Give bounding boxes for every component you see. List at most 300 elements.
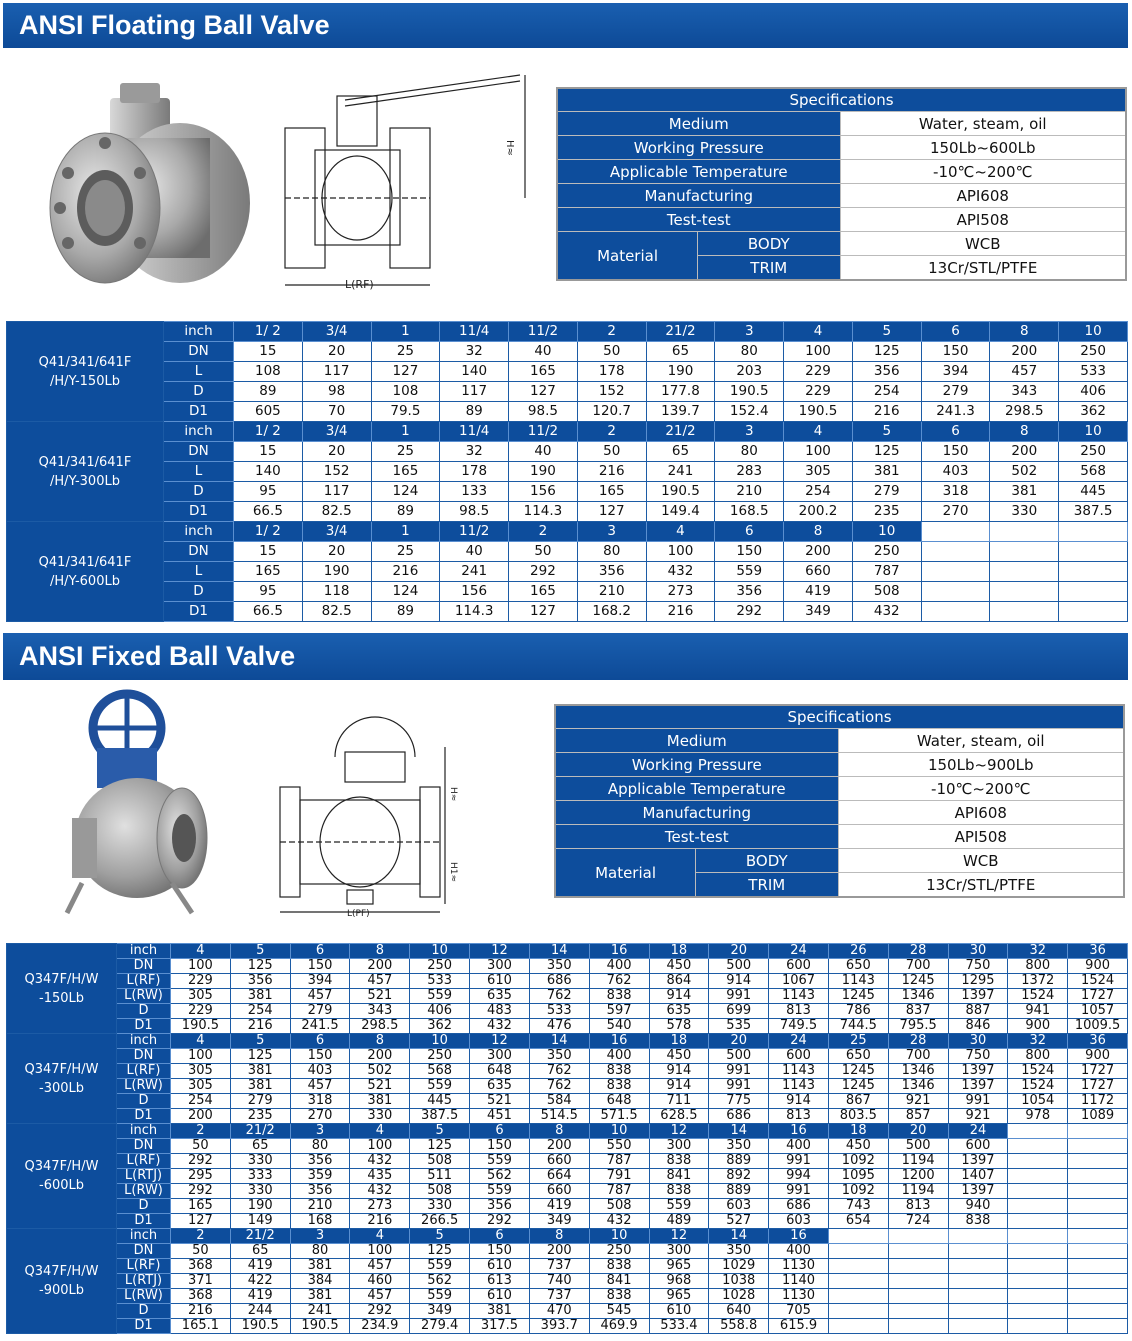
table-cell: 610	[649, 1304, 709, 1319]
row-label: L(RTJ)	[117, 1169, 171, 1184]
table-cell: 210	[290, 1199, 350, 1214]
table-cell: 900	[1068, 1049, 1128, 1064]
spec-value: WCB	[840, 232, 1126, 256]
table-cell: 190	[230, 1199, 290, 1214]
table-cell	[1008, 1229, 1068, 1244]
table-cell: 156	[440, 582, 509, 602]
table-cell: 15	[234, 542, 303, 562]
table-cell: 640	[709, 1304, 769, 1319]
table-cell	[948, 1319, 1008, 1334]
table-cell	[888, 1229, 948, 1244]
table-row	[7, 482, 1128, 502]
table-cell: 30	[948, 1034, 1008, 1049]
spec-value: API608	[838, 801, 1124, 825]
table-cell: 2	[577, 322, 646, 342]
table-cell: 98.5	[509, 402, 578, 422]
table-cell: 803.5	[828, 1109, 888, 1124]
table-cell	[990, 562, 1059, 582]
table-cell: 483	[470, 1004, 530, 1019]
table-row	[7, 1319, 1128, 1334]
table-cell: 12	[649, 1229, 709, 1244]
floating-valve-photo	[40, 78, 260, 290]
table-cell: 165	[171, 1199, 231, 1214]
spec-label: BODY	[698, 232, 840, 256]
table-cell	[1008, 1289, 1068, 1304]
table-cell: 457	[990, 362, 1059, 382]
table-row	[7, 322, 1128, 342]
table-cell: 940	[948, 1199, 1008, 1214]
table-cell: 234.9	[350, 1319, 410, 1334]
table-cell	[1059, 562, 1128, 582]
row-label: L	[164, 462, 234, 482]
table-cell	[1008, 1319, 1068, 1334]
table-cell: 432	[470, 1019, 530, 1034]
table-cell	[1068, 1304, 1128, 1319]
table-cell: 241	[290, 1304, 350, 1319]
table-cell: 558.8	[709, 1319, 769, 1334]
table-cell: 6	[470, 1229, 530, 1244]
table-cell: 216	[171, 1304, 231, 1319]
table-cell: 152.4	[715, 402, 784, 422]
table-cell: 100	[784, 342, 853, 362]
table-cell	[1068, 1139, 1128, 1154]
table-cell: 8	[350, 1034, 410, 1049]
table-cell: 650	[828, 959, 888, 974]
table-cell: 350	[709, 1244, 769, 1259]
table-cell: 650	[828, 1049, 888, 1064]
table-cell: 362	[1059, 402, 1128, 422]
table-cell: 600	[769, 1049, 829, 1064]
table-cell: 432	[646, 562, 715, 582]
table-cell: 914	[649, 989, 709, 1004]
table-cell: 559	[410, 1289, 470, 1304]
spec-table-floating	[556, 87, 1127, 281]
table-cell: 559	[715, 562, 784, 582]
table-cell: 921	[948, 1109, 1008, 1124]
table-cell: 400	[769, 1244, 829, 1259]
table-cell: 241.5	[290, 1019, 350, 1034]
table-row	[7, 1229, 1128, 1244]
table-cell: 1172	[1068, 1094, 1128, 1109]
table-cell: 686	[709, 1109, 769, 1124]
row-label: D	[117, 1094, 171, 1109]
table-cell: 300	[470, 959, 530, 974]
spec-value: -10℃~200℃	[840, 160, 1126, 184]
table-cell: 1727	[1068, 1079, 1128, 1094]
table-cell: 1524	[1008, 1079, 1068, 1094]
table-cell: 40	[440, 542, 509, 562]
table-cell: 120.7	[577, 402, 646, 422]
table-cell: 250	[589, 1244, 649, 1259]
table-cell: 21/2	[230, 1229, 290, 1244]
table-cell: 568	[1059, 462, 1128, 482]
table-cell: 470	[529, 1304, 589, 1319]
table-cell: 6	[290, 1034, 350, 1049]
table-cell: 1397	[948, 1064, 1008, 1079]
table-cell: 654	[828, 1214, 888, 1229]
row-label: L	[164, 362, 234, 382]
table-cell	[1068, 1319, 1128, 1334]
table-cell: 1245	[828, 1079, 888, 1094]
table-cell: 125	[410, 1244, 470, 1259]
row-label: DN	[164, 442, 234, 462]
spec-label: BODY	[696, 849, 838, 873]
table-cell: 4	[646, 522, 715, 542]
table-cell: 356	[290, 1154, 350, 1169]
table-cell: 3/4	[302, 522, 371, 542]
table-cell: 3	[290, 1229, 350, 1244]
table-cell: 362	[410, 1019, 470, 1034]
table-cell: 1029	[709, 1259, 769, 1274]
table-cell: 613	[470, 1274, 530, 1289]
table-cell: 117	[440, 382, 509, 402]
table-cell: 521	[350, 989, 410, 1004]
table-cell: 356	[470, 1199, 530, 1214]
table-cell: 508	[589, 1199, 649, 1214]
table-cell: 10	[852, 522, 921, 542]
table-cell: 190.5	[646, 482, 715, 502]
table-cell: 603	[769, 1214, 829, 1229]
table-cell: 1028	[709, 1289, 769, 1304]
table-cell: 8	[529, 1124, 589, 1139]
table-cell: 838	[589, 1079, 649, 1094]
table-cell: 4	[784, 322, 853, 342]
table-cell	[828, 1244, 888, 1259]
table-cell: 400	[589, 959, 649, 974]
table-row	[7, 1184, 1128, 1199]
table-cell	[1068, 1289, 1128, 1304]
table-cell: 1727	[1068, 1064, 1128, 1079]
table-cell: 10	[1059, 322, 1128, 342]
table-cell: 216	[852, 402, 921, 422]
table-cell: 150	[470, 1244, 530, 1259]
table-cell: 50	[171, 1139, 231, 1154]
spec-label: Applicable Temperature	[557, 160, 840, 184]
table-cell	[1068, 1169, 1128, 1184]
table-cell: 10	[589, 1229, 649, 1244]
table-cell: 368	[171, 1259, 231, 1274]
table-row	[7, 522, 1128, 542]
table-cell: 502	[990, 462, 1059, 482]
table-cell: 432	[589, 1214, 649, 1229]
table-cell: 559	[649, 1199, 709, 1214]
drawing-length-label: L(PF)	[347, 909, 370, 919]
table-cell: 406	[410, 1004, 470, 1019]
table-cell: 791	[589, 1169, 649, 1184]
table-cell: 50	[577, 442, 646, 462]
table-cell: 100	[350, 1139, 410, 1154]
table-cell: 5	[852, 422, 921, 442]
table-cell: 200.2	[784, 502, 853, 522]
table-cell: 813	[769, 1004, 829, 1019]
table-cell: 89	[234, 382, 303, 402]
table-cell: 508	[852, 582, 921, 602]
table-cell: 28	[888, 944, 948, 959]
table-cell: 24	[769, 1034, 829, 1049]
table-cell: 178	[577, 362, 646, 382]
table-cell: 190	[509, 462, 578, 482]
table-cell: 1/ 2	[234, 522, 303, 542]
table-row	[7, 542, 1128, 562]
table-cell: 100	[646, 542, 715, 562]
table-cell	[1008, 1154, 1068, 1169]
table-cell: 445	[1059, 482, 1128, 502]
table-cell: 540	[589, 1019, 649, 1034]
table-cell: 25	[371, 542, 440, 562]
table-cell: 200	[990, 442, 1059, 462]
spec-label: Test-test	[555, 825, 838, 849]
table-cell: 150	[715, 542, 784, 562]
table-cell	[1068, 1199, 1128, 1214]
table-row	[7, 362, 1128, 382]
table-row	[7, 1034, 1128, 1049]
table-cell: 740	[529, 1274, 589, 1289]
table-cell: 914	[649, 1079, 709, 1094]
table-row	[7, 1259, 1128, 1274]
dimension-table-floating	[6, 321, 1128, 622]
table-cell: 343	[350, 1004, 410, 1019]
table-cell: 359	[290, 1169, 350, 1184]
table-cell: 241.3	[921, 402, 990, 422]
table-cell: 200	[350, 1049, 410, 1064]
floating-valve-drawing	[275, 70, 535, 295]
table-cell: 762	[529, 989, 589, 1004]
table-cell: 559	[410, 1079, 470, 1094]
row-label: L(RW)	[117, 1184, 171, 1199]
table-row	[7, 944, 1128, 959]
table-row	[7, 402, 1128, 422]
table-cell: 292	[470, 1214, 530, 1229]
table-cell: 900	[1068, 959, 1128, 974]
table-cell: 381	[290, 1259, 350, 1274]
table-row	[7, 382, 1128, 402]
row-label: inch	[117, 1124, 171, 1139]
row-label: inch	[164, 422, 234, 442]
table-cell	[1008, 1274, 1068, 1289]
table-cell: 21/2	[646, 322, 715, 342]
table-row	[7, 1004, 1128, 1019]
table-cell: 787	[852, 562, 921, 582]
table-cell: 4	[784, 422, 853, 442]
table-cell: 4	[171, 1034, 231, 1049]
table-cell: 298.5	[350, 1019, 410, 1034]
table-cell: 535	[709, 1019, 769, 1034]
table-cell: 127	[577, 502, 646, 522]
table-cell: 991	[769, 1154, 829, 1169]
table-cell: 800	[1008, 1049, 1068, 1064]
table-cell	[1008, 1304, 1068, 1319]
table-cell: 400	[769, 1139, 829, 1154]
table-cell: 203	[715, 362, 784, 382]
table-cell: 150	[921, 442, 990, 462]
table-cell: 210	[577, 582, 646, 602]
table-cell: 139.7	[646, 402, 715, 422]
table-cell: 394	[921, 362, 990, 382]
table-cell: 65	[646, 342, 715, 362]
row-label: inch	[164, 322, 234, 342]
table-cell: 50	[577, 342, 646, 362]
table-cell: 10	[410, 1034, 470, 1049]
table-cell: 1372	[1008, 974, 1068, 989]
table-cell: 2	[509, 522, 578, 542]
table-cell: 762	[529, 1079, 589, 1094]
table-cell: 165	[371, 462, 440, 482]
table-cell: 80	[577, 542, 646, 562]
table-cell	[888, 1244, 948, 1259]
table-cell	[921, 582, 990, 602]
section-title: ANSI Fixed Ball Valve	[19, 641, 296, 671]
table-cell	[828, 1289, 888, 1304]
table-cell: 469.9	[589, 1319, 649, 1334]
table-cell	[948, 1259, 1008, 1274]
group-label: Q347F/H/W -150Lb	[7, 944, 117, 1034]
table-cell: 254	[171, 1094, 231, 1109]
table-cell	[1008, 1244, 1068, 1259]
table-cell: 705	[769, 1304, 829, 1319]
table-cell: 350	[529, 959, 589, 974]
table-cell	[990, 602, 1059, 622]
table-cell: 775	[709, 1094, 769, 1109]
table-cell: 21/2	[230, 1124, 290, 1139]
table-cell: 562	[470, 1169, 530, 1184]
table-row	[7, 1244, 1128, 1259]
table-cell: 1038	[709, 1274, 769, 1289]
table-cell: 1524	[1008, 989, 1068, 1004]
table-cell: 279.4	[410, 1319, 470, 1334]
table-cell: 502	[350, 1064, 410, 1079]
table-cell: 838	[589, 989, 649, 1004]
row-label: D1	[117, 1319, 171, 1334]
table-cell: 118	[302, 582, 371, 602]
table-cell	[1059, 542, 1128, 562]
table-cell: 568	[410, 1064, 470, 1079]
table-cell: 648	[589, 1094, 649, 1109]
table-cell: 686	[529, 974, 589, 989]
table-cell: 686	[769, 1199, 829, 1214]
table-cell	[828, 1229, 888, 1244]
table-cell: 229	[171, 1004, 231, 1019]
table-cell	[948, 1229, 1008, 1244]
table-cell: 508	[410, 1184, 470, 1199]
table-cell: 750	[948, 1049, 1008, 1064]
table-cell: 533.4	[649, 1319, 709, 1334]
table-row	[7, 1169, 1128, 1184]
table-cell: 1	[371, 522, 440, 542]
table-cell	[1068, 1259, 1128, 1274]
row-label: L(RF)	[117, 1259, 171, 1274]
table-cell: 500	[888, 1139, 948, 1154]
table-cell: 16	[589, 1034, 649, 1049]
table-cell: 8	[990, 322, 1059, 342]
table-cell: 432	[350, 1154, 410, 1169]
table-cell: 664	[529, 1169, 589, 1184]
table-cell	[1008, 1169, 1068, 1184]
table-cell: 283	[715, 462, 784, 482]
table-cell: 40	[509, 442, 578, 462]
table-cell: 381	[230, 1064, 290, 1079]
table-cell: 559	[410, 989, 470, 1004]
table-cell: 1143	[769, 989, 829, 1004]
table-cell: 292	[509, 562, 578, 582]
table-cell: 605	[234, 402, 303, 422]
table-cell: 838	[948, 1214, 1008, 1229]
table-cell: 200	[990, 342, 1059, 362]
table-cell: 32	[440, 342, 509, 362]
table-cell: 400	[589, 1049, 649, 1064]
table-cell: 1397	[948, 1079, 1008, 1094]
table-cell: 600	[769, 959, 829, 974]
table-cell: 356	[290, 1184, 350, 1199]
row-label: DN	[117, 959, 171, 974]
row-label: L(RF)	[117, 974, 171, 989]
row-label: L	[164, 562, 234, 582]
table-cell: 28	[888, 1034, 948, 1049]
row-label: D1	[164, 502, 234, 522]
table-cell: 1092	[828, 1154, 888, 1169]
spec-label: TRIM	[698, 256, 840, 281]
table-cell: 8	[529, 1229, 589, 1244]
table-cell: 20	[302, 542, 371, 562]
table-cell: 298.5	[990, 402, 1059, 422]
table-cell: 1130	[769, 1289, 829, 1304]
table-cell: 125	[230, 959, 290, 974]
table-cell: 660	[529, 1154, 589, 1169]
spec-value: -10℃~200℃	[838, 777, 1124, 801]
table-cell: 235	[852, 502, 921, 522]
table-cell	[828, 1319, 888, 1334]
table-cell: 279	[852, 482, 921, 502]
drawing-height-label: H≈	[504, 140, 515, 156]
table-cell: 114.3	[509, 502, 578, 522]
table-cell: 1089	[1068, 1109, 1128, 1124]
table-cell: 216	[577, 462, 646, 482]
table-cell: 100	[171, 1049, 231, 1064]
table-cell: 70	[302, 402, 371, 422]
table-cell: 216	[646, 602, 715, 622]
table-cell: 1194	[888, 1184, 948, 1199]
table-cell: 635	[649, 1004, 709, 1019]
table-cell: 30	[948, 944, 1008, 959]
group-label: Q347F/H/W -600Lb	[7, 1124, 117, 1229]
fixed-valve-drawing	[275, 712, 475, 920]
table-cell: 100	[171, 959, 231, 974]
table-cell: 887	[948, 1004, 1008, 1019]
table-cell: 250	[1059, 342, 1128, 362]
table-cell: 235	[230, 1109, 290, 1124]
table-cell: 5	[230, 944, 290, 959]
spec-value: 13Cr/STL/PTFE	[838, 873, 1124, 898]
table-cell	[1008, 1199, 1068, 1214]
table-cell: 210	[715, 482, 784, 502]
table-cell: 584	[529, 1094, 589, 1109]
spec-label: Manufacturing	[557, 184, 840, 208]
table-cell: 800	[1008, 959, 1068, 974]
table-row	[7, 959, 1128, 974]
table-cell	[828, 1274, 888, 1289]
table-cell: 16	[769, 1124, 829, 1139]
table-cell: 603	[709, 1199, 769, 1214]
table-cell: 190.5	[171, 1019, 231, 1034]
table-cell: 79.5	[371, 402, 440, 422]
group-label: Q347F/H/W -900Lb	[7, 1229, 117, 1334]
table-cell: 318	[921, 482, 990, 502]
table-cell: 403	[921, 462, 990, 482]
table-cell: 149.4	[646, 502, 715, 522]
table-cell: 457	[290, 989, 350, 1004]
table-cell: 1194	[888, 1154, 948, 1169]
table-cell: 387.5	[410, 1109, 470, 1124]
spec-label: Working Pressure	[555, 753, 838, 777]
